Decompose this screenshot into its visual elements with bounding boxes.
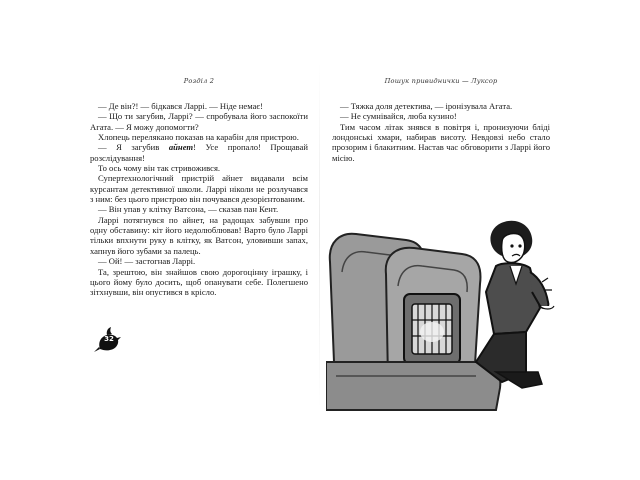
paragraph: — Де він?! — бідкався Ларрі. — Ніде немає!: [98, 101, 263, 111]
left-page-text: [90, 101, 308, 298]
paragraph: — Він упав у клітку Ватсона, — сказав пан Кент.: [98, 204, 279, 215]
paragraph: Ларрі потягнувся по айнет, на радощах забувши про одну обставину: кіт його недолюблював! Варто було Ларрі тільки впхнути руку в клітку, як Ватсон, уловивши запах, хапнув його зубами за палець.: [90, 214, 308, 256]
page-gutter: [319, 60, 320, 410]
paragraph: Хлопець перелякано показав на карабін для пристрою.: [98, 132, 299, 143]
left-page: [90, 60, 308, 410]
paragraph: То ось чому він так стривожився.: [98, 163, 221, 174]
right-running-head: Пошук привиднички — Луксор: [384, 77, 498, 85]
right-page-text: [332, 101, 550, 163]
paragraph: Тим часом літак знявся в повітря і, пронизуючи бліді лондонські хмари, набирав висоту. Невдовзі небо стало прозорим і блакитним. Настав час обговорити з Ларрі його місію.: [332, 121, 550, 163]
page-number: 32: [104, 335, 114, 343]
paragraph: [90, 142, 308, 163]
paragraph-tail: ! Усе пропало! Прощавай розслідування!: [90, 142, 309, 163]
left-running-head: Розділ 2: [183, 77, 215, 85]
page-number-badge: [86, 325, 130, 353]
paragraph: — Не сумнівайся, люба кузино!: [340, 111, 457, 122]
emphasized-word: айнет: [168, 142, 194, 153]
paragraph: — Ой! — застогнав Ларрі.: [98, 256, 196, 267]
paragraph: — Тяжка доля детектива, — іронізувала Агата.: [340, 101, 513, 111]
paragraph: — Що ти загубив, Ларрі? — спробувала його заспокоїти Агата. — Я можу допомогти?: [90, 111, 308, 132]
paragraph: Супертехнологічний пристрій айнет видавали всім курсантам детективної школи. Ларрі ніколи не розлучався з ним: без цього пристрою він почувався дезорієнтованим.: [90, 173, 308, 205]
airplane-seat-illustration: [326, 212, 556, 412]
paragraph-lead: — Я загубив: [98, 142, 169, 153]
paragraph: Та, зрештою, він знайшов свою дорогоцінну іграшку, і цього йому було досить, щоб опанувати себе. Полегшено зітхнувши, він опустився в крісло.: [90, 266, 308, 298]
